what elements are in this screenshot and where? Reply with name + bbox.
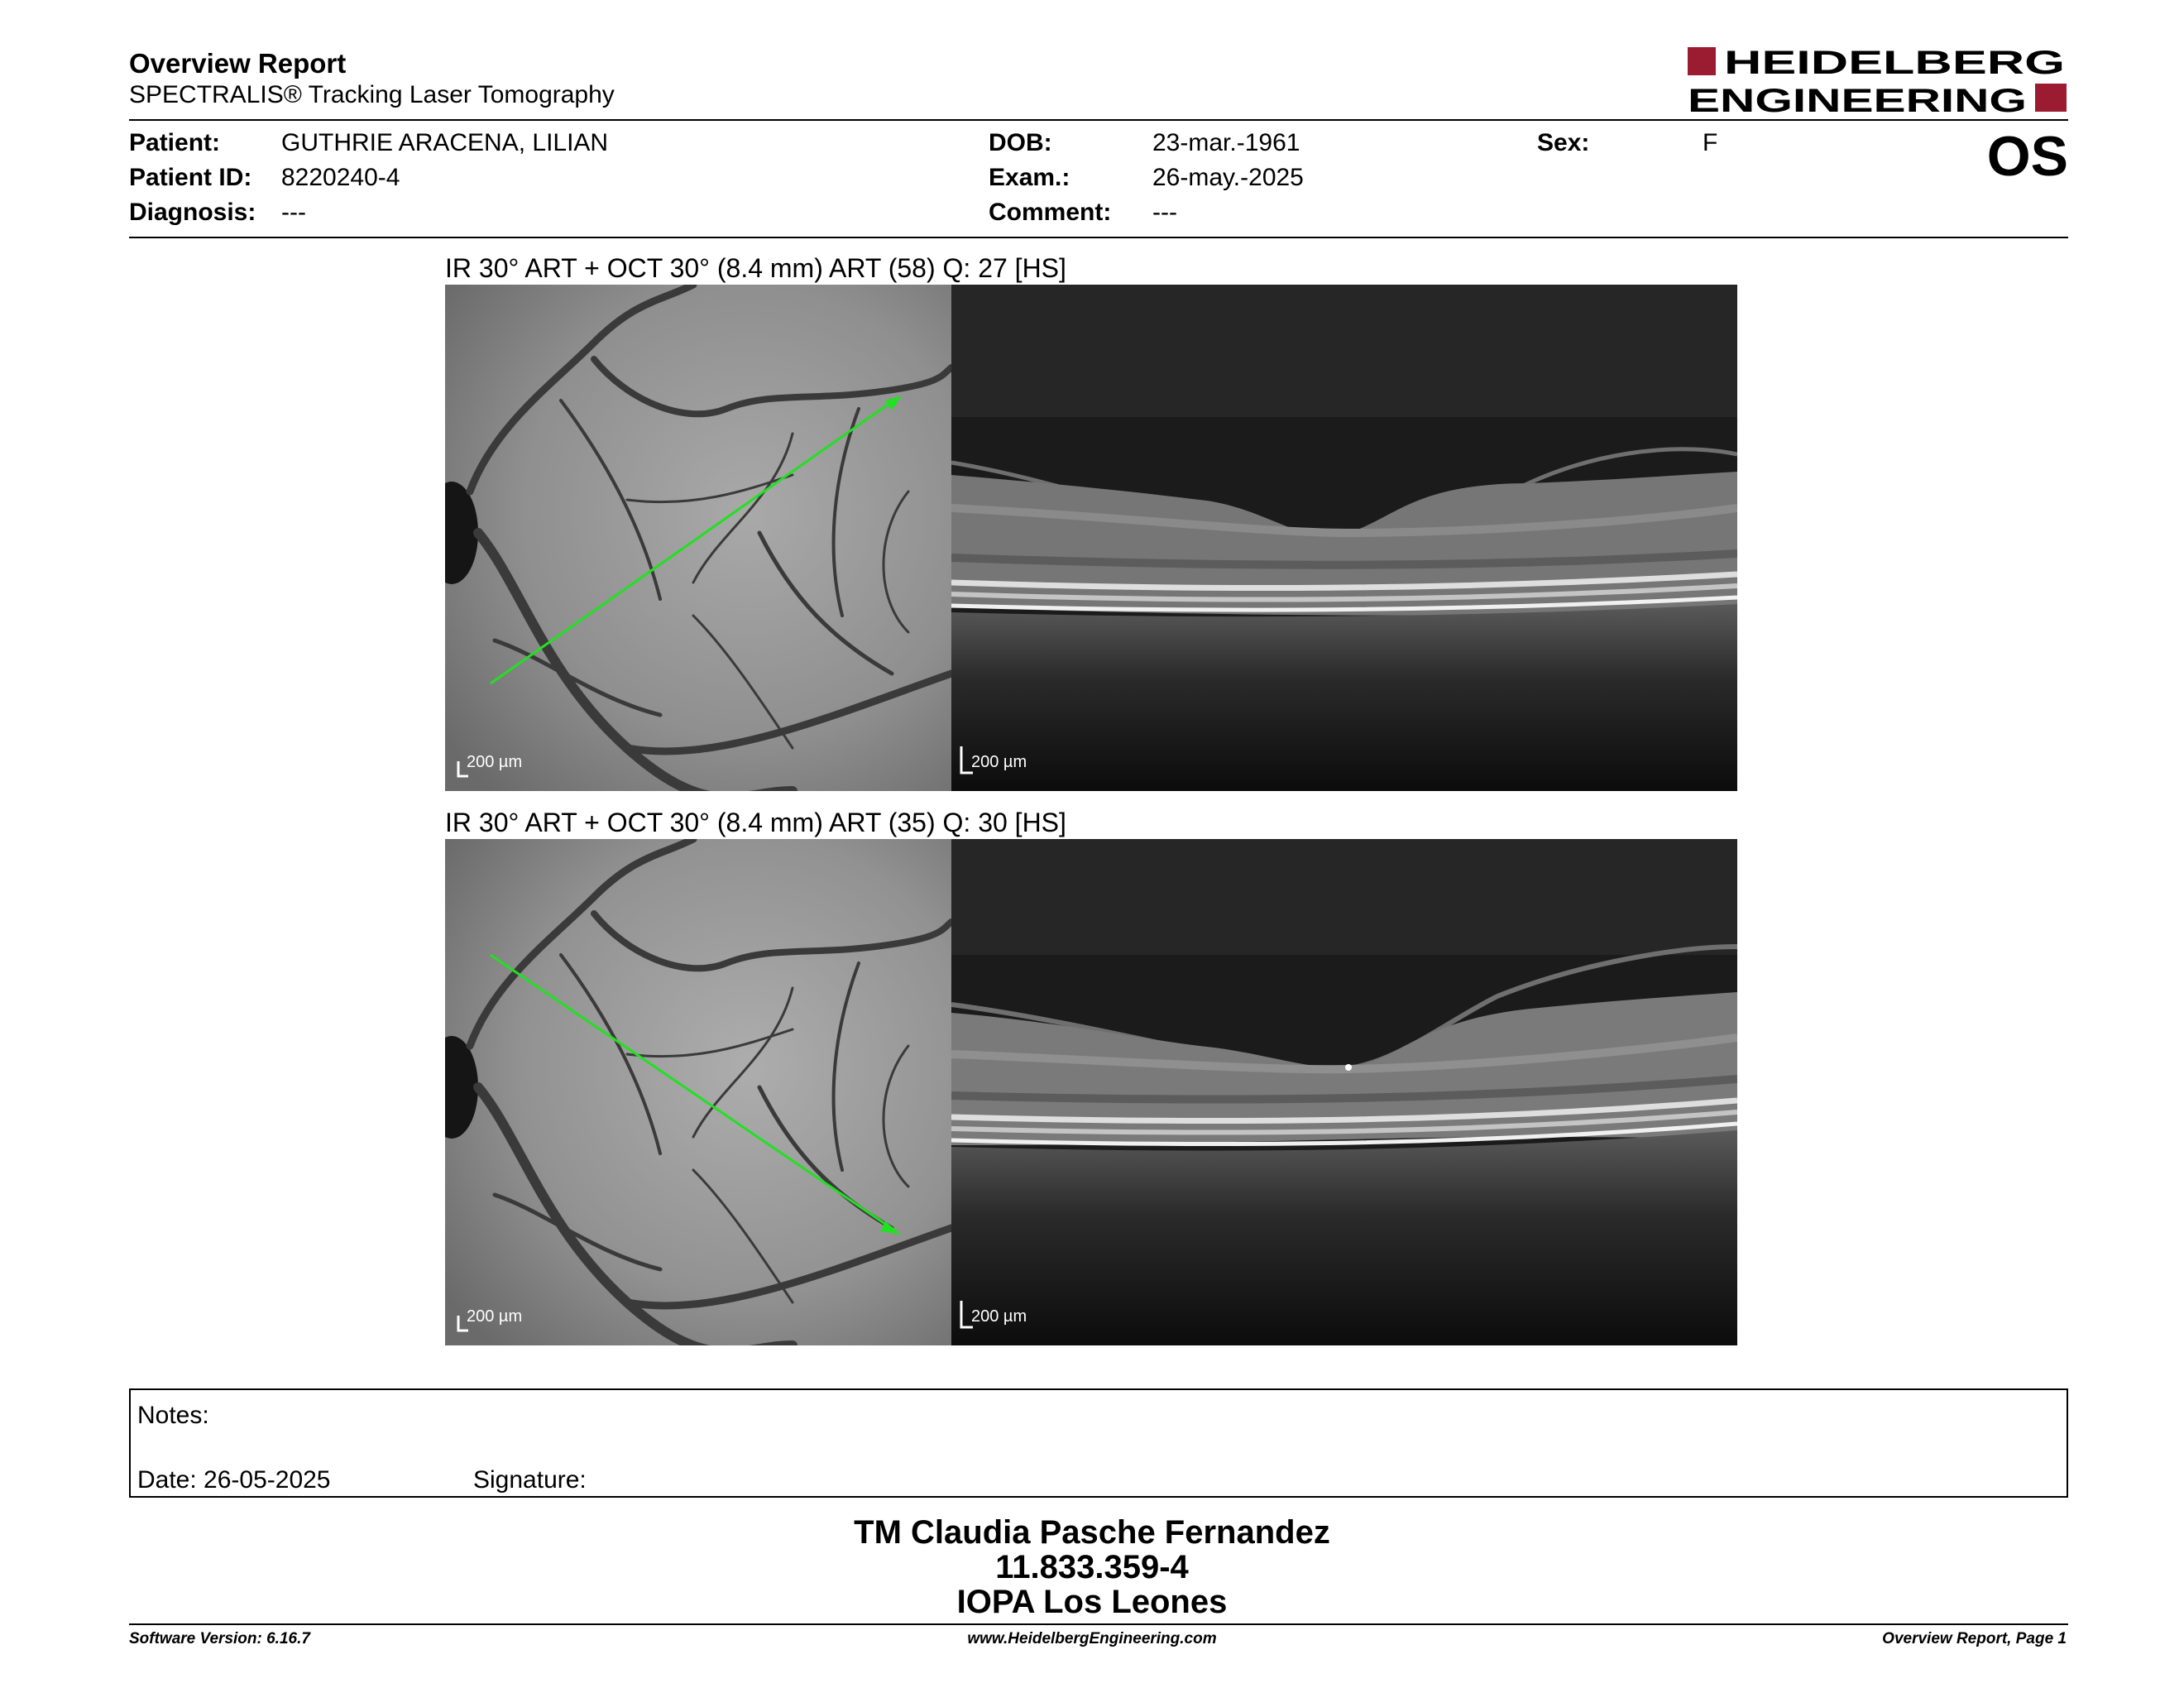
comment-label: Comment: bbox=[989, 199, 1112, 226]
report-title: Overview Report bbox=[129, 48, 347, 79]
eye-indicator: OS bbox=[1986, 125, 2068, 188]
footer-rule bbox=[129, 1623, 2068, 1625]
diagnosis-label: Diagnosis: bbox=[129, 199, 256, 226]
sex-label: Sex: bbox=[1537, 129, 1590, 156]
notes-date: Date: 26-05-2025 bbox=[137, 1466, 331, 1494]
oct-scale-label-1: 200 µm bbox=[971, 753, 1027, 771]
patient-id: 8220240-4 bbox=[281, 164, 400, 191]
ir-fundus-image-1 bbox=[445, 285, 951, 791]
comment-value: --- bbox=[1152, 199, 1177, 226]
heidelberg-logo bbox=[1688, 46, 2067, 115]
sex-value: F bbox=[1703, 129, 1718, 156]
ir-scale-label-1: 200 µm bbox=[467, 753, 523, 771]
diagnosis-value: --- bbox=[281, 199, 306, 226]
patient-rule bbox=[129, 237, 2068, 238]
software-version: Software Version: 6.16.7 bbox=[129, 1630, 310, 1647]
oct-bscan-image-1 bbox=[951, 285, 1737, 791]
dob-value: 23-mar.-1961 bbox=[1152, 129, 1300, 156]
exam-value: 26-may.-2025 bbox=[1152, 164, 1304, 191]
report-subtitle: SPECTRALIS® Tracking Laser Tomography bbox=[129, 81, 615, 108]
signature-label: Signature: bbox=[473, 1466, 587, 1494]
svg-text:ENGINEERING: ENGINEERING bbox=[1688, 83, 2027, 115]
patient-name: GUTHRIE ARACENA, LILIAN bbox=[281, 129, 609, 156]
exam-label: Exam.: bbox=[989, 164, 1070, 191]
ir-fundus-image-2 bbox=[445, 839, 951, 1345]
page-indicator: Overview Report, Page 1 bbox=[1882, 1630, 2067, 1647]
signer-id: 11.833.359-4 bbox=[995, 1549, 1189, 1585]
svg-text:HEIDELBERG: HEIDELBERG bbox=[1724, 46, 2065, 81]
header-rule bbox=[129, 119, 2068, 121]
patient-label: Patient: bbox=[129, 129, 221, 156]
dob-label: DOB: bbox=[989, 129, 1052, 156]
signer-name: TM Claudia Pasche Fernandez bbox=[854, 1514, 1330, 1551]
ir-scale-label-2: 200 µm bbox=[467, 1307, 523, 1326]
notes-box bbox=[129, 1388, 2068, 1498]
signer-institution: IOPA Los Leones bbox=[956, 1584, 1228, 1620]
scan-title-2: IR 30° ART + OCT 30° (8.4 mm) ART (35) Q: 30 [HS] bbox=[445, 808, 1066, 837]
notes-label: Notes: bbox=[137, 1402, 209, 1429]
oct-bscan-image-2 bbox=[951, 839, 1737, 1345]
oct-scale-label-2: 200 µm bbox=[971, 1307, 1027, 1326]
scan-title-1: IR 30° ART + OCT 30° (8.4 mm) ART (58) Q: 27 [HS] bbox=[445, 253, 1066, 283]
website-link[interactable]: www.HeidelbergEngineering.com bbox=[967, 1630, 1217, 1647]
patient-id-label: Patient ID: bbox=[129, 164, 252, 191]
